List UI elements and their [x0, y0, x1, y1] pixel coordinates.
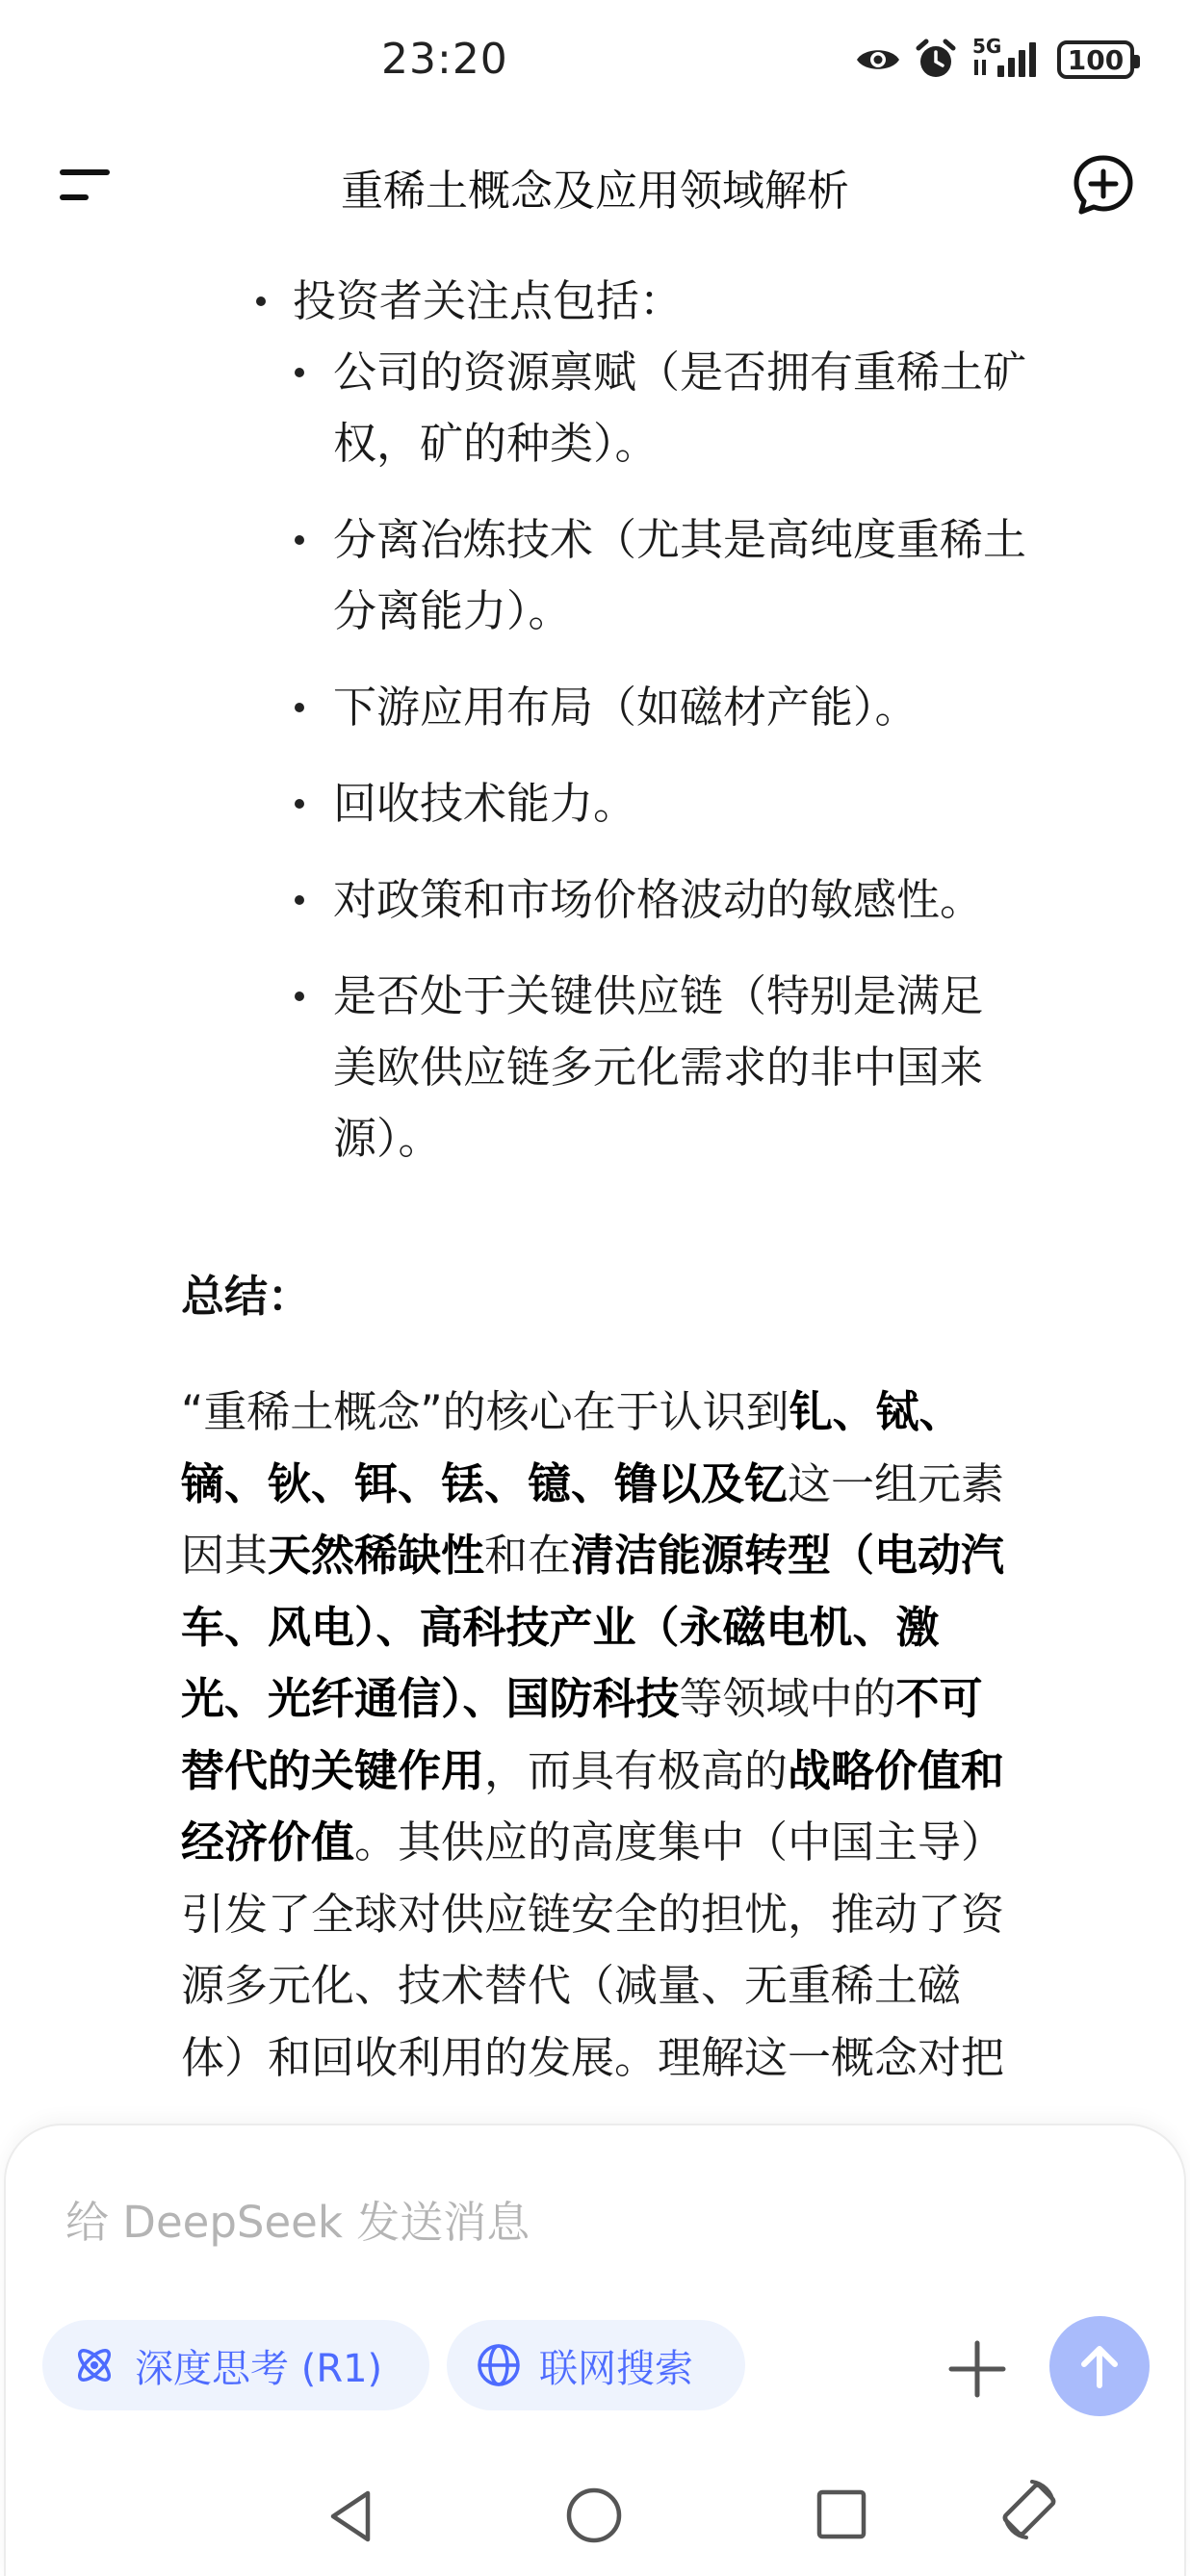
- summary-line: [181, 1950, 1144, 2022]
- bullet-dot: [295, 992, 304, 1001]
- bullet-dot: [295, 368, 304, 377]
- summary-bold-text: 战略价值和: [788, 1744, 1005, 1796]
- summary-text: 引发了全球对供应链安全的担忧，推动了资: [181, 1888, 1005, 1940]
- system-nav-bar: [0, 2464, 1190, 2576]
- summary-text: 源多元化、技术替代（减量、无重稀土磁: [181, 1960, 962, 2011]
- battery-icon: [1057, 40, 1134, 79]
- alarm-icon: [915, 39, 957, 81]
- summary-bold-text: 替代的关键作用: [181, 1744, 485, 1796]
- bullet-dot: [295, 895, 304, 905]
- summary-bold-text: 天然稀缺性: [268, 1530, 485, 1581]
- summary-line: [181, 2022, 1144, 2095]
- web-search-label: 联网搜索: [539, 2346, 693, 2391]
- summary-bold-text: 不可: [895, 1673, 983, 1724]
- summary-line: [181, 1592, 1144, 1664]
- bullet-dot: [295, 799, 304, 809]
- recents-icon[interactable]: [815, 2487, 868, 2541]
- summary-line: [181, 1736, 1144, 1808]
- summary-bold-text: 清洁能源转型（电动汽: [571, 1530, 1005, 1581]
- summary-line: [181, 1807, 1144, 1879]
- list-item-text: 公司的资源禀赋（是否拥有重稀土矿: [333, 347, 1027, 398]
- send-button[interactable]: [1049, 2316, 1150, 2416]
- deep-think-button[interactable]: [42, 2320, 429, 2410]
- summary-text: 。其供应的高度集中（中国主导）: [354, 1816, 1005, 1868]
- summary-text: 等领域中的: [679, 1673, 896, 1724]
- status-bar: [0, 0, 1190, 135]
- deep-think-label: 深度思考 (R1): [135, 2346, 383, 2391]
- eye-icon: [855, 43, 901, 76]
- home-icon[interactable]: [564, 2486, 624, 2545]
- summary-line: [181, 1663, 1144, 1736]
- summary-heading: 总结：: [181, 1271, 312, 1322]
- status-icons: [855, 35, 1134, 81]
- summary-paragraph: [181, 1377, 1144, 2094]
- summary-line: [181, 1520, 1144, 1592]
- summary-text: 和在: [484, 1530, 572, 1581]
- app-header: [0, 135, 1190, 241]
- battery-level: 100: [1067, 43, 1125, 76]
- atom-icon: [71, 2342, 117, 2388]
- list-item-text: 下游应用布局（如磁材产能）。: [333, 682, 918, 733]
- summary-text: 体）和回收利用的发展。理解这一概念对把: [181, 2031, 1005, 2083]
- summary-bold-text: 光、光纤通信）、国防科技: [181, 1673, 680, 1724]
- bullet-dot: [295, 535, 304, 545]
- back-icon[interactable]: [323, 2486, 377, 2547]
- signal-icon: [970, 35, 1044, 81]
- summary-bold-text: 镝、钬、铒、铥、镱、镥以及钇: [181, 1457, 789, 1509]
- list-item-text: 对政策和市场价格波动的敏感性。: [333, 874, 984, 925]
- list-item-text: 分离能力）。: [333, 585, 572, 636]
- message-input[interactable]: [64, 2183, 930, 2260]
- summary-bold-text: 钆、铽、: [789, 1386, 963, 1437]
- network-label: 5G: [972, 35, 1002, 58]
- investor-heading: 投资者关注点包括：: [293, 275, 684, 326]
- summary-text: 这一组元素: [788, 1457, 1005, 1509]
- summary-text: “重稀土概念”的核心在于认识到: [181, 1386, 789, 1437]
- globe-icon: [476, 2342, 522, 2388]
- list-item-text: 回收技术能力。: [333, 778, 637, 829]
- summary-text: 因其: [181, 1530, 269, 1581]
- new-chat-icon[interactable]: [1073, 154, 1134, 216]
- list-item-text: 是否处于关键供应链（特别是满足: [333, 970, 984, 1021]
- page-title[interactable]: 重稀土概念及应用领域解析: [341, 167, 849, 216]
- message-content: [0, 241, 1190, 2166]
- summary-line: [181, 1377, 1144, 1449]
- list-item-text: 分离冶炼技术（尤其是高纯度重稀土: [333, 514, 1027, 565]
- summary-bold-text: 经济价值: [181, 1816, 355, 1868]
- summary-line: [181, 1449, 1144, 1521]
- status-time: 23:20: [381, 35, 508, 84]
- rotate-icon[interactable]: [997, 2478, 1061, 2545]
- web-search-button[interactable]: [447, 2320, 745, 2410]
- send-arrow-icon: [1073, 2339, 1126, 2393]
- summary-line: [181, 1879, 1144, 1951]
- plus-icon[interactable]: [947, 2339, 1007, 2399]
- list-item-text: 源）。: [333, 1113, 442, 1164]
- list-item-text: 美欧供应链多元化需求的非中国来: [333, 1042, 984, 1093]
- list-item-text: 权，矿的种类）。: [333, 418, 659, 469]
- summary-bold-text: 车、风电）、高科技产业（永磁电机、激: [181, 1601, 940, 1653]
- bullet-dot: [256, 296, 266, 306]
- bullet-dot: [295, 703, 304, 712]
- summary-text: ，而具有极高的: [484, 1744, 789, 1796]
